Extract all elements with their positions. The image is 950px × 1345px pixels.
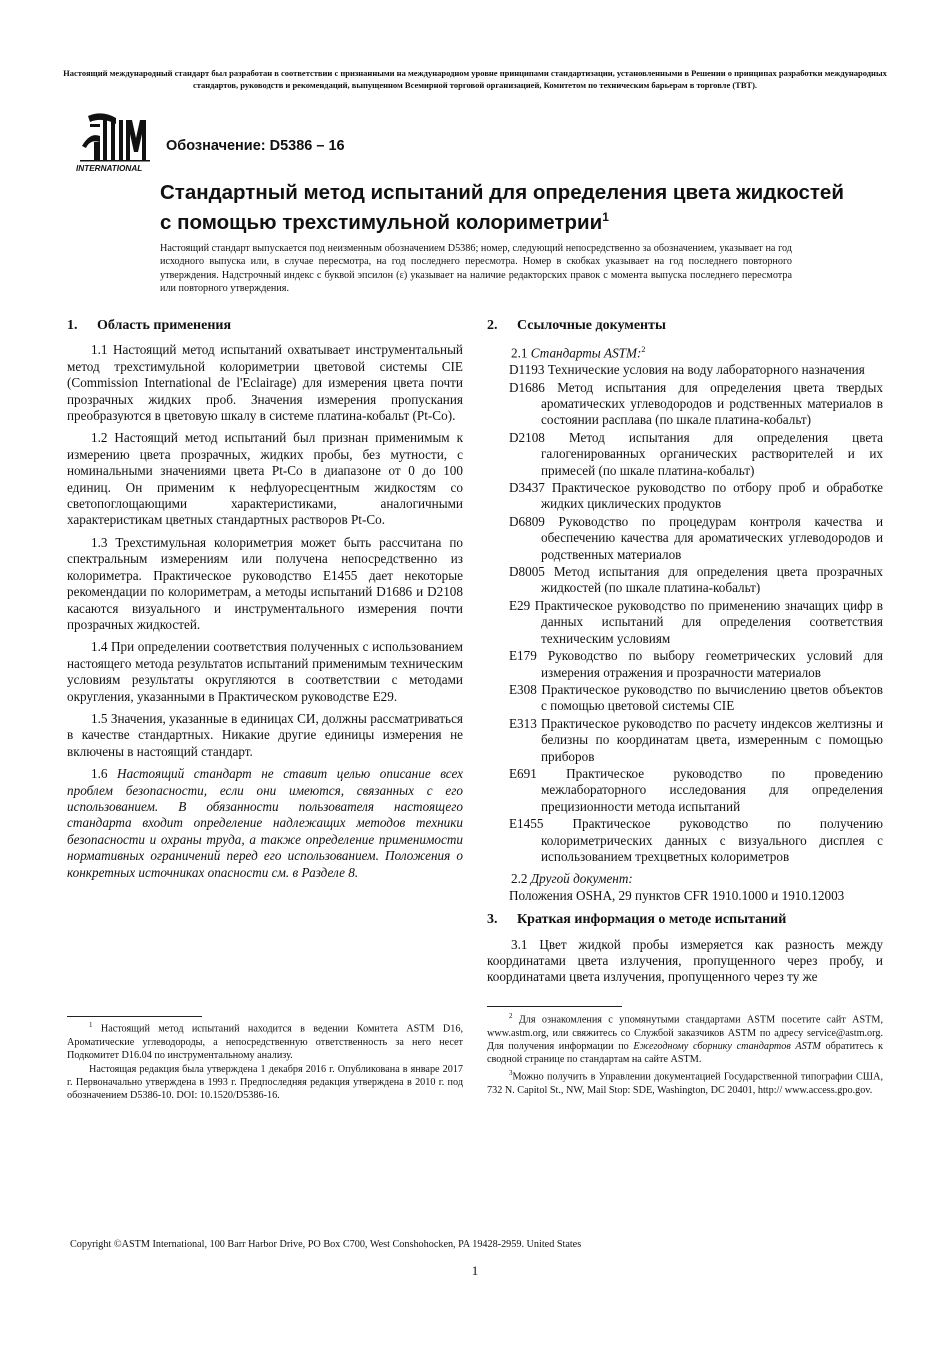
section-1-heading: 1. Область применения — [67, 318, 232, 333]
paragraph-1-4: 1.4 При определении соответствия полученных с использованием настоящего метода результатов испытаний применимым техническим условиям результаты округляются в соответствии с методами округления, указанными в Практическом руководстве E29. — [67, 639, 463, 704]
document-title — [160, 181, 860, 235]
reference-title: Практическое руководство по применению значащих цифр в данных испытаний для определения соответствия техническим условиям — [534, 597, 883, 646]
footnote-2: $^2$ Для ознакомления с упомянутыми стандартами ASTM посетите сайт ASTM, www.astm.org, или свяжитесь со Службой заказчиков ASTM по адресу service@astm.org. Для получения информации по Ежегодному сборнику стандартов ASTM обратитесь к сводной странице по стандартам на сайте ASTM. — [487, 1012, 884, 1065]
title-footnote-mark: 1 — [602, 210, 609, 224]
reference-item — [509, 380, 883, 429]
reference-code: D3437 — [509, 480, 545, 496]
subsection-2-2: 2.2 Другой документ: — [511, 871, 633, 887]
reference-item — [509, 514, 883, 563]
reference-code: E29 — [509, 597, 531, 613]
paragraph-3-1: 3.1 Цвет жидкой пробы измеряется как разность между координатами цвета излучения, пропущенного через пробу, и координатами цвета излучения, пропущенного через ту же — [487, 936, 883, 985]
footnote-1: $^1$ Настоящий метод испытаний находится в ведении Комитета ASTM D16, Ароматические углеводороды, а непосредственную ответственность за него несет Подкомитет D16.04 по инструментальному анализу. — [67, 1021, 464, 1061]
astm-logo-emblem-icon — [80, 113, 150, 161]
reference-item — [509, 682, 883, 715]
footnotes-right — [487, 1010, 883, 1098]
preamble: Настоящий стандарт выпускается под неизменным обозначением D5386; номер, следующий непосредственно за обозначением, указывает на год исходного выпуска или, в случае пересмотра, на год последнего пересмотра. Номер в скобках указывает на год последнего повторного утверждения. Надстрочный индекс с буквой эпсилон (ε) указывает на наличие редакторских правок с момента выпуска последнего пересмотра или повторного утверждения. — [160, 243, 792, 295]
footnotes-left — [67, 1019, 463, 1104]
reference-code: D1193 — [509, 362, 545, 378]
astm-logo — [76, 112, 158, 174]
reference-title: Практическое руководство по расчету индексов желтизны и белизны по координатам цвета, измеренным с помощью приборов — [541, 715, 883, 764]
reference-title: Метод испытания для определения цвета твердых ароматических углеводородов и родственных материалов в состоянии расплава (по шкале платина-кобальт) — [541, 379, 883, 428]
reference-title: Руководство по выбору геометрических условий для измерения отражения и прозрачности материалов — [541, 648, 883, 680]
logo-wordmark: INTERNATIONAL — [76, 164, 143, 173]
reference-code: E308 — [509, 681, 537, 697]
copyright: Copyright ©ASTM International, 100 Barr Harbor Drive, PO Box C700, West Conshohocken, PA 19428-2959. United States — [70, 1239, 582, 1250]
paragraph-1-2: 1.2 Настоящий метод испытаний был признан применимым к измерению цвета прозрачных, жидких пробы, без мутности, с номинальными значениями цвета Pt-Co в диапазоне от 0 до 100 единиц. Он применим к нефлуоресцентным жидкостям со светопоглощающими характеристиками, аналогичными характеристикам цветных стандартных растворов Pt-Co. — [67, 430, 463, 528]
reference-code: E179 — [509, 648, 537, 664]
reference-code: E1455 — [509, 816, 544, 832]
reference-code: D1686 — [509, 379, 545, 395]
page-number: 1 — [471, 1263, 479, 1278]
reference-item — [509, 480, 883, 513]
reference-item — [509, 648, 883, 681]
reference-code: E313 — [509, 715, 537, 731]
paragraph-1-6: 1.6 Настоящий стандарт не ставит целью описание всех проблем безопасности, если они имеются, связанных с его использованием. В обязанности пользователя настоящего стандарта входит определение надлежащих методов техники безопасности и охраны труда, а также определение применимости нормативных ограничений перед его использованием. Положения о конкретных источниках опасности см. в Разделе 8. — [67, 766, 463, 880]
reference-code: D6809 — [509, 513, 545, 529]
paragraph-1-5: 1.5 Значения, указанные в единицах СИ, должны рассматриваться в качестве стандартных. Никакие другие единицы измерения не включены в настоящий стандарт. — [67, 710, 463, 759]
reference-item — [509, 598, 883, 647]
reference-title: Метод испытания для определения цвета галогенированных органических растворителей и их примесей (по шкале платина-кобальт) — [541, 429, 884, 478]
reference-code: D8005 — [509, 564, 545, 580]
reference-code: E691 — [509, 765, 537, 781]
reference-code: D2108 — [509, 429, 545, 445]
reference-item — [509, 564, 883, 597]
section-2-heading: 2. Ссылочные документы — [487, 318, 666, 333]
paragraph-1-3: 1.3 Трехстимульная колориметрия может быть рассчитана по спектральным измерениям или получена непосредственно из колориметра. Практическое руководство E1455 дает некоторые рекомендации по колориметрам, а методы испытаний D1686 и D2108 касаются визуального и инструментального измерения почти прозрачных жидкостей. — [67, 534, 463, 632]
reference-title: Руководство по процедурам контроля качества и обеспечению качества для ароматических углеводородов и родственных материалов — [541, 513, 884, 562]
paragraph-1-1: 1.1 Настоящий метод испытаний охватывает инструментальный метод трехстимульной колориметрии цветовой системы CIE (Commission International de l'Eclairage) для измерения цвета почти прозрачных жидких проб. Значения измерения пропускания преобразуются в цветовую шкалу в системе платина-кобальт (Pt-Co). — [67, 342, 463, 424]
reference-item — [509, 716, 883, 765]
footnote-rule-left — [67, 1016, 202, 1017]
reference-item — [509, 430, 883, 479]
designation: Обозначение: D5386 – 16 — [166, 138, 345, 154]
section-3-heading: 3. Краткая информация о методе испытаний — [487, 912, 787, 928]
footnote-1-approval: Настоящая редакция была утверждена 1 декабря 2016 г. Опубликована в январе 2017 г. Первоначально утверждена в 1993 г. Предпоследняя редакция утверждена в 2010 г. под обозначением D5386-10. DOI: 10.1520/D5386-16. — [67, 1064, 463, 1102]
reference-item — [509, 766, 883, 815]
reference-list — [487, 362, 883, 865]
reference-title: Метод испытания для определения цвета прозрачных жидкостей (по шкале платина-кобальт) — [541, 564, 884, 596]
right-column — [487, 318, 883, 992]
subsection-2-1: 2.1 Стандарты ASTM:$^2$ — [511, 345, 646, 361]
wto-notice: Настоящий международный стандарт был разработан в соответствии с признанными на международном уровне принципами стандартизации, установленными в Решении о принципах разработки международных стандартов, руководств и рекомендаций, выпущенном Всемирной торговой организацией, Комитетом по техническим барьерам в торговле (ТВТ). — [63, 68, 887, 90]
osha-reference: Положения OSHA, 29 пунктов CFR 1910.1000 и 1910.12003 — [509, 887, 845, 903]
reference-title: Практическое руководство по получению колориметрических данных с визуального дисплея с использованием трехцветных колориметров — [541, 816, 884, 864]
reference-title: Технические условия на воду лабораторного назначения — [547, 362, 865, 378]
footnote-rule-right — [487, 1006, 622, 1007]
reference-item — [509, 362, 883, 378]
left-column — [67, 318, 463, 887]
reference-title: Практическое руководство по отбору проб и обработке жидких циклических продуктов — [541, 480, 883, 512]
footnote-3: $^3$Можно получить в Управлении документацией Государственной типографии США, 732 N. Capitol St., NW, Mail Stop: SDE, Washington, DC 20401, http:// www.access.gpo.gov. — [487, 1069, 883, 1096]
reference-item — [509, 816, 883, 865]
reference-title: Практическое руководство по проведению межлабораторного исследования для определения прецизионности метода испытаний — [541, 765, 883, 814]
title-text: Стандартный метод испытаний для определения цвета жидкостей с помощью трехстимульной колориметрии — [160, 181, 844, 234]
reference-title: Практическое руководство по вычислению цветов объектов с помощью цветовой системы CIE — [541, 681, 884, 714]
